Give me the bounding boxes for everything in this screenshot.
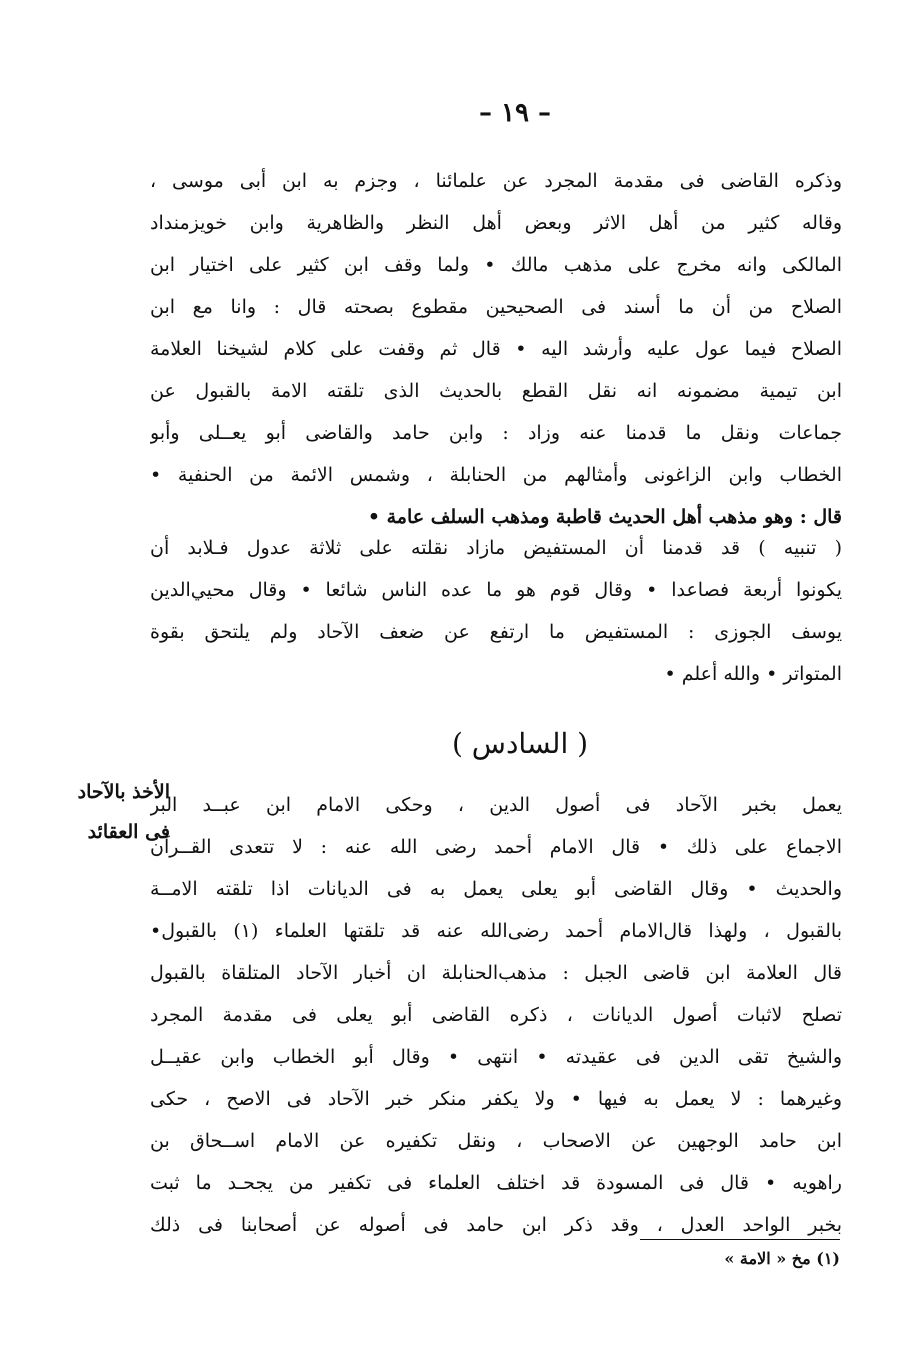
- paragraph-3: [150, 784, 842, 1246]
- text-line: يكونوا أربعة فصاعدا • وقال قوم هو ما عده الناس شائعا • وقال محيي‌الدين: [150, 579, 842, 601]
- footnote: (١) مخ « الامة »: [724, 1249, 840, 1268]
- paragraph-1: [150, 160, 842, 538]
- section-heading: ( السادس ): [451, 727, 589, 760]
- text-line: ابن تيمية مضمونه انه نقل القطع بالحديث الذى تلقته الامة بالقبول عن: [150, 380, 842, 402]
- text-line: وذكره القاضى فى مقدمة المجرد عن علمائنا ، وجزم به ابن أبى موسى ،: [150, 170, 842, 192]
- text-line: تصلح لاثبات أصول الديانات ، ذكره القاضى أبو يعلى فى مقدمة المجرد: [150, 1004, 842, 1026]
- page-number: – ١٩ –: [478, 98, 552, 128]
- text-line: ( تنبيه ) قد قدمنا أن المستفيض مازاد نقلته على ثلاثة عدول فـلابد أن: [150, 537, 842, 559]
- text-line: قال العلامة ابن قاضى الجبل : مذهب‌الحنابلة ان أخبار الآحاد المتلقاة بالقبول: [150, 962, 842, 984]
- text-line: بالقبول ، ولهذا قال‌الامام أحمد رضى‌الله عنه قد تلقتها العلماء (١) بالقبول•: [150, 920, 842, 942]
- text-line: والحديث • وقال القاضى أبو يعلى يعمل به فى الديانات اذا تلقته الامــة: [150, 878, 842, 900]
- text-line: وقاله كثير من أهل الاثر وبعض أهل النظر والظاهرية وابن خويزمنداد: [150, 212, 842, 234]
- text-line: بخبر الواحد العدل ، وقد ذكر ابن حامد فى أصوله عن أصحابنا فى ذلك: [150, 1214, 842, 1236]
- margin-note: [10, 772, 170, 852]
- text-line: وغيرهما : لا يعمل به فيها • ولا يكفر منكر خبر الآحاد فى الاصح ، حكى: [150, 1088, 842, 1110]
- text-line: يعمل بخبر الآحاد فى أصول الدين ، وحكى الامام ابن عبــد البر: [150, 794, 842, 816]
- paragraph-2-note: [150, 527, 842, 695]
- text-line-bold: قال : وهو مذهب أهل الحديث قاطبة ومذهب السلف عامة •: [367, 506, 842, 528]
- text-line: الخطاب وابن الزاغونى وأمثالهم من الحنابلة ، وشمس الائمة من الحنفية •: [150, 464, 842, 486]
- text-line: المتواتر • والله أعلم •: [664, 663, 842, 685]
- margin-note-line: فى العقائد: [87, 821, 170, 843]
- text-line: راهويه • قال فى المسودة قد اختلف العلماء فى تكفير من يجحـد ما ثبت: [150, 1172, 842, 1194]
- text-line: ابن حامد الوجهين عن الاصحاب ، ونقل تكفيره عن الامام اســحاق بن: [150, 1130, 842, 1152]
- text-line: المالكى وانه مخرج على مذهب مالك • ولما وقف ابن كثير على اختيار ابن: [150, 254, 842, 276]
- text-line: الاجماع على ذلك • قال الامام أحمد رضى الله عنه : لا تتعدى القــرآن: [150, 836, 842, 858]
- margin-note-line: الأخذ بالآحاد: [77, 781, 170, 803]
- footnote-divider: [640, 1239, 840, 1240]
- text-line: يوسف الجوزى : المستفيض ما ارتفع عن ضعف الآحاد ولم يلتحق بقوة: [150, 621, 842, 643]
- text-line: الصلاح فيما عول عليه وأرشد اليه • قال ثم وقفت على كلام لشيخنا العلامة: [150, 338, 842, 360]
- text-line: الصلاح من أن ما أسند فى الصحيحين مقطوع بصحته قال : وانا مع ابن: [150, 296, 842, 318]
- text-line: والشيخ تقى الدين فى عقيدته • انتهى • وقال أبو الخطاب وابن عقيــل: [150, 1046, 842, 1068]
- text-line: جماعات ونقل ما قدمنا عنه وزاد : وابن حامد والقاضى أبو يعــلى وأبو: [150, 422, 842, 444]
